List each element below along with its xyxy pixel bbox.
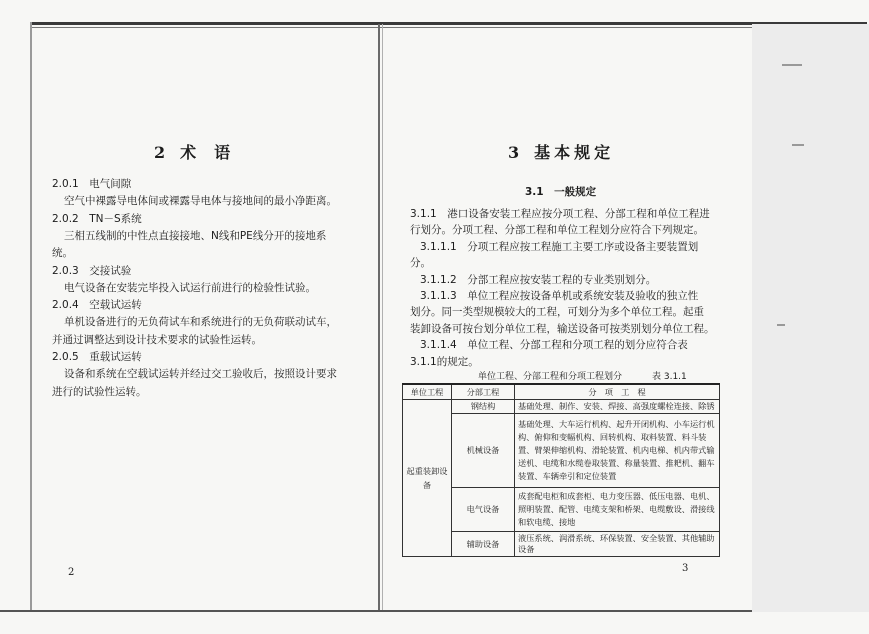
page-number: 3 [682, 563, 689, 574]
body-line: 单机设备进行的无负荷试车和系统进行的无负荷联动试车， [64, 316, 337, 329]
body-line: 装卸设备可按台划分单位工程，输送设备可按类别划分单位工程。 [410, 322, 715, 335]
table-number: 表 3.1.1 [652, 372, 687, 382]
chapter-heading [154, 140, 245, 163]
items-cell: 基础处理、制作、安装、焊接、高强度螺栓连接、除锈 [515, 400, 720, 414]
body-line: 3.1.1.3 单位工程应按设备单机或系统安装及验收的独立性 [420, 290, 699, 302]
body-line: 3.1.1.1 分项工程应按工程施工主要工序或设备主要装置划 [420, 240, 699, 253]
top-border [32, 22, 867, 25]
table-header-unit: 单位工程 [403, 384, 452, 400]
items-cell: 液压系统、润滑系统、环保装置、安全装置、其他辅助设备 [515, 532, 720, 557]
book-spine-shadow [382, 24, 383, 612]
section-heading: 3.1 一般规定 [525, 186, 597, 198]
chapter-number: 2 [154, 143, 167, 162]
body-line: 行划分。分项工程、分部工程和单位工程划分应符合下列规定。 [410, 224, 704, 237]
unit-project-cell: 起重装卸设备 [403, 400, 452, 557]
project-division-table [402, 383, 720, 557]
body-line: 3.1.1.4 单位工程、分部工程和分项工程的划分应符合表 [420, 339, 688, 352]
body-line: 3.1.1的规定。 [410, 355, 479, 368]
table-caption: 单位工程、分部工程和分项工程划分 [478, 372, 623, 382]
bleed-mark [782, 64, 802, 66]
body-line: 三相五线制的中性点直接接地、N线和PE线分开的接地系 [64, 229, 327, 242]
division-cell: 钢结构 [452, 400, 515, 414]
bleed-mark [792, 144, 804, 146]
chapter-number: 3 [508, 143, 521, 162]
chapter-heading [508, 140, 628, 163]
body-line: 2.0.2 TN－S系统 [52, 212, 142, 225]
body-line: 3.1.1.2 分部工程应按安装工程的专业类别划分。 [420, 273, 657, 286]
body-line: 并通过调整达到设计技术要求的试验性运转。 [52, 333, 262, 346]
top-border-thin [32, 27, 867, 28]
body-line: 2.0.3 交接试验 [52, 264, 132, 277]
body-line: 统。 [52, 247, 73, 260]
book-spine [378, 24, 380, 612]
bleed-mark [777, 324, 785, 326]
body-line: 设备和系统在空载试运转并经过交工验收后，按照设计要求 [64, 368, 337, 381]
table-row [403, 400, 720, 414]
body-line: 空气中裸露导电体间或裸露导电体与接地间的最小净距离。 [64, 195, 337, 208]
body-line: 3.1.1 港口设备安装工程应按分项工程、分部工程和单位工程进 [410, 208, 710, 220]
body-line: 分。 [410, 257, 431, 270]
body-line: 划分。同一类型规模较大的工程，可划分为多个单位工程。起重 [410, 306, 704, 319]
body-line: 进行的试验性运转。 [52, 385, 147, 398]
body-line: 2.0.1 电气间隙 [52, 178, 132, 190]
division-cell: 电气设备 [452, 488, 515, 532]
chapter-title: 术 语 [180, 143, 232, 162]
page-number: 2 [68, 567, 75, 578]
body-line: 2.0.4 空载试运转 [52, 299, 142, 312]
chapter-title: 基本规定 [534, 143, 615, 162]
body-line: 电气设备在安装完毕投入试运行前进行的检验性试验。 [64, 281, 316, 294]
items-cell: 基础处理、大车运行机构、起升开闭机构、小车运行机构、俯仰和变幅机构、回转机构、取料装置、料斗装置、臂架伸缩机构、滑轮装置、机内电梯、机内带式输送机、电缆和水缆卷取装置、称量装置、推耙机、翻车装置、车辆牵引和定位装置 [515, 414, 720, 488]
items-cell: 成套配电柜和成套柜、电力变压器、低压电器、电机、照明装置、配管、电缆支架和桥架、电缆敷设、滑接线和软电缆、接地 [515, 488, 720, 532]
division-cell: 辅助设备 [452, 532, 515, 557]
table-header-items: 分 项 工 程 [515, 384, 720, 400]
next-page-edge [752, 24, 869, 612]
left-edge [30, 22, 32, 612]
division-cell: 机械设备 [452, 414, 515, 488]
bottom-border [0, 610, 869, 612]
body-line: 2.0.5 重载试运转 [52, 351, 142, 363]
table-header-division: 分部工程 [452, 384, 515, 400]
